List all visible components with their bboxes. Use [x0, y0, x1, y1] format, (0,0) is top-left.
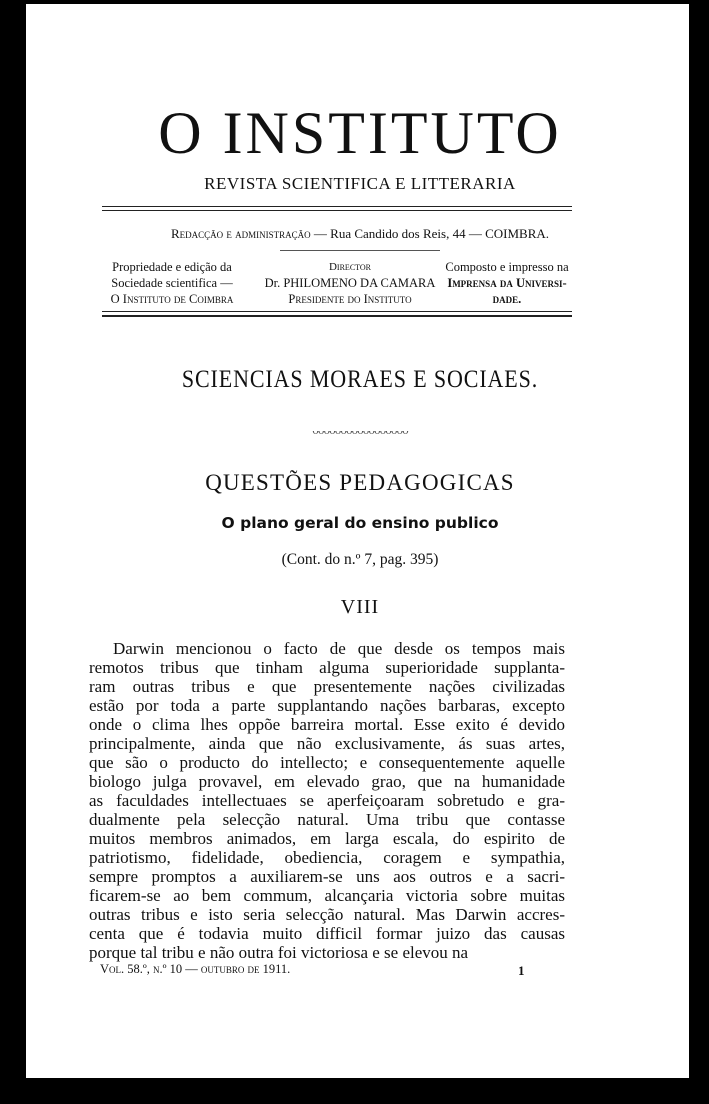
body-line: as faculdades intellectuaes se aperfeiçoaram sobretudo e gra- — [89, 791, 565, 810]
header-rule-bottom-1 — [102, 311, 572, 312]
masthead-printer — [437, 259, 577, 307]
body-line: biologo julga provavel, em elevado grao, que na humanidade — [89, 772, 565, 791]
scan-border-bottom — [0, 1078, 709, 1104]
publisher-line-3: O Instituto de Coimbra — [110, 292, 234, 306]
ornament-divider: ᴗᴗᴗᴗᴗᴗᴗᴗᴗᴗᴗᴗᴗᴗᴗᴗᴗ — [312, 424, 408, 437]
footer-volume: Vol. 58.º, n.º 10 — outubro de 1911. — [100, 962, 291, 976]
body-line: muitos membros animados, em larga escala, do espirito de — [89, 829, 565, 848]
redaccao-line — [100, 226, 620, 242]
footer-page-number: 1 — [518, 963, 525, 978]
printer-line-1: Composto e impresso na — [445, 260, 569, 274]
body-line: dualmente pela selecção natural. Uma tribu que contasse — [89, 810, 565, 829]
scan-border-left — [0, 0, 26, 1104]
article-subtitle: O plano geral do ensino publico — [221, 514, 499, 532]
body-line: remotos tribus que tinham alguma superioridade supplanta- — [89, 658, 565, 677]
director-name: Dr. PHILOMENO DA CAMARA — [264, 276, 436, 290]
body-line: patriotismo, fidelidade, obediencia, coragem e sympathia, — [89, 848, 565, 867]
body-line: centa que é todavia muito difficil formar juizo das causas — [89, 924, 565, 943]
redaccao-label: Redacção e administração — [170, 226, 311, 241]
redaccao-underline — [280, 250, 440, 251]
body-line: estão por toda a parte supplantando nações barbaras, excepto — [89, 696, 565, 715]
body-line: sempre promptos a auxiliarem-se uns aos outros e a sacri- — [89, 867, 565, 886]
body-line: outras tribus e isto seria selecção natural. Mas Darwin accres- — [89, 905, 565, 924]
article-continuation: (Cont. do n.º 7, pag. 395) — [281, 551, 439, 568]
body-line: onde o clima lhes oppõe barreira mortal. Esse exito é devido — [89, 715, 565, 734]
scan-border-top — [0, 0, 709, 4]
chapter-number: VIII — [340, 596, 380, 618]
header-rule-bottom-2 — [102, 315, 572, 317]
body-line: Darwin mencionou o facto de que desde os tempos mais — [113, 639, 565, 658]
header-rule-top-2 — [102, 210, 572, 211]
body-line: que são o producto do intellecto; e consequentemente aquelle — [89, 753, 565, 772]
publisher-line-1: Propriedade e edição da — [112, 260, 232, 274]
body-line: porque tal tribu e não outra foi victoriosa e se elevou na — [89, 943, 469, 962]
redaccao-address: — Rua Candido dos Reis, 44 — COIMBRA. — [310, 226, 550, 241]
body-line: ficarem-se ao bem commum, alcançaria victoria sobre muitas — [89, 886, 565, 905]
article-title: QUESTÕES PEDAGOGICAS — [205, 470, 515, 495]
printer-line-3: dade. — [492, 292, 522, 306]
director-label: Director — [328, 261, 372, 273]
header-rule-top-1 — [102, 206, 572, 207]
body-line: principalmente, ainda que não exclusivamente, ás suas artes, — [89, 734, 565, 753]
masthead-director — [240, 259, 460, 307]
journal-title: O INSTITUTO — [158, 100, 562, 166]
scan-border-right — [689, 0, 709, 1104]
journal-subtitle: REVISTA SCIENTIFICA E LITTERARIA — [204, 174, 516, 193]
body-line: ram outras tribus e que presentemente nações civilizadas — [89, 677, 565, 696]
director-role: Presidente do Instituto — [288, 292, 412, 306]
section-title: SCIENCIAS MORAES E SOCIAES. — [181, 366, 539, 393]
masthead-publisher — [102, 259, 242, 307]
publisher-line-2: Sociedade scientifica — — [111, 276, 233, 290]
printer-line-2: Imprensa da Universi- — [447, 276, 567, 290]
